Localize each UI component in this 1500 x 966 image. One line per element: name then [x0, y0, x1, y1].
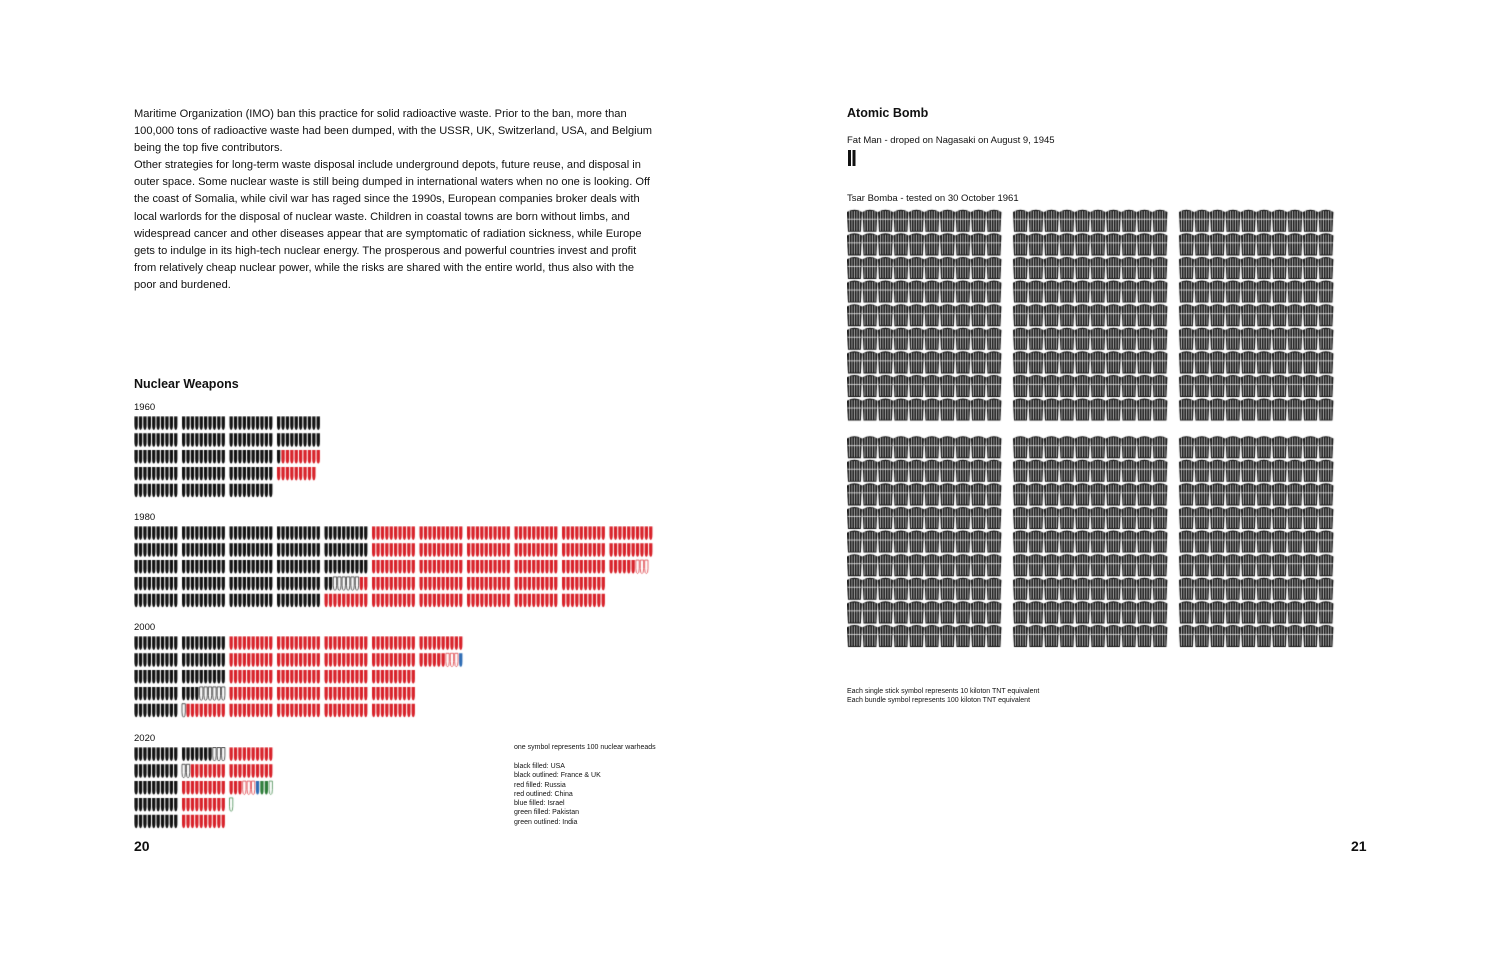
page-number-left: 20 — [134, 838, 150, 854]
legend-item: black outlined: France & UK — [514, 772, 601, 780]
warheads-chart-1960 — [134, 416, 664, 502]
year-label: 2020 — [134, 733, 156, 744]
note: Each bundle symbol represents 100 kiloton TNT equivalent — [847, 697, 1031, 705]
paragraph: Other strategies for long-term waste disposal include underground depots, future reuse, and disposal in outer space. Some nuclear waste is still being dumped in international waters when no one is looking. Off the coast of Somalia, while civil war has raged since the 1990s, European companies broker deals with local warlords for the disposal of nuclear waste. Children in coastal towns are born without limbs, and widespread cancer and other diseases appear that are symptomatic of radiation sickness, while Europe gets to indulge in its high-tech nuclear energy. The prosperous and powerful countries invest and profit from relatively cheap nuclear power, while the risks are shared with the entire world, thus also with the poor and burdened. — [134, 159, 650, 291]
single-stick-icon — [848, 150, 851, 166]
legend-item: blue filled: Israel — [514, 800, 565, 808]
warheads-chart-2000 — [134, 636, 664, 722]
year-label: 2000 — [134, 622, 156, 633]
legend-item: red filled: Russia — [514, 781, 566, 789]
page-number-right: 21 — [1351, 838, 1367, 854]
year-label: 1960 — [134, 402, 156, 413]
paragraph: Maritime Organization (IMO) ban this practice for solid radioactive waste. Prior to the ban, more than 100,000 tons of radioactive waste had been dumped, with the USSR, UK, Switzerland, USA, and Belgium being the top five contributors. — [134, 108, 652, 155]
atomic-bomb-heading: Atomic Bomb — [847, 106, 929, 120]
legend-title: one symbol represents 100 nuclear warheads — [514, 744, 656, 751]
legend-item: black filled: USA — [514, 763, 565, 770]
tsar-bomba-bundles-chart — [847, 207, 1367, 682]
atomic-notes — [847, 687, 1039, 706]
tsar-bomba-label: Tsar Bomba - tested on 30 October 1961 — [847, 193, 1019, 204]
fat-man-label: Fat Man - droped on Nagasaki on August 9, 1945 — [847, 135, 1055, 146]
nuclear-weapons-heading: Nuclear Weapons — [134, 377, 239, 391]
fat-man-sticks — [848, 150, 860, 168]
year-label: 1980 — [134, 512, 156, 523]
legend-item: red outlined: China — [514, 790, 573, 798]
single-stick-icon — [853, 150, 856, 166]
legend-item: green outlined: India — [514, 818, 578, 826]
note: Each single stick symbol represents 10 kiloton TNT equivalent — [847, 688, 1040, 695]
body-text — [134, 106, 659, 294]
warheads-chart-1980 — [134, 526, 664, 612]
legend — [514, 762, 601, 827]
legend-item: green filled: Pakistan — [514, 809, 579, 817]
